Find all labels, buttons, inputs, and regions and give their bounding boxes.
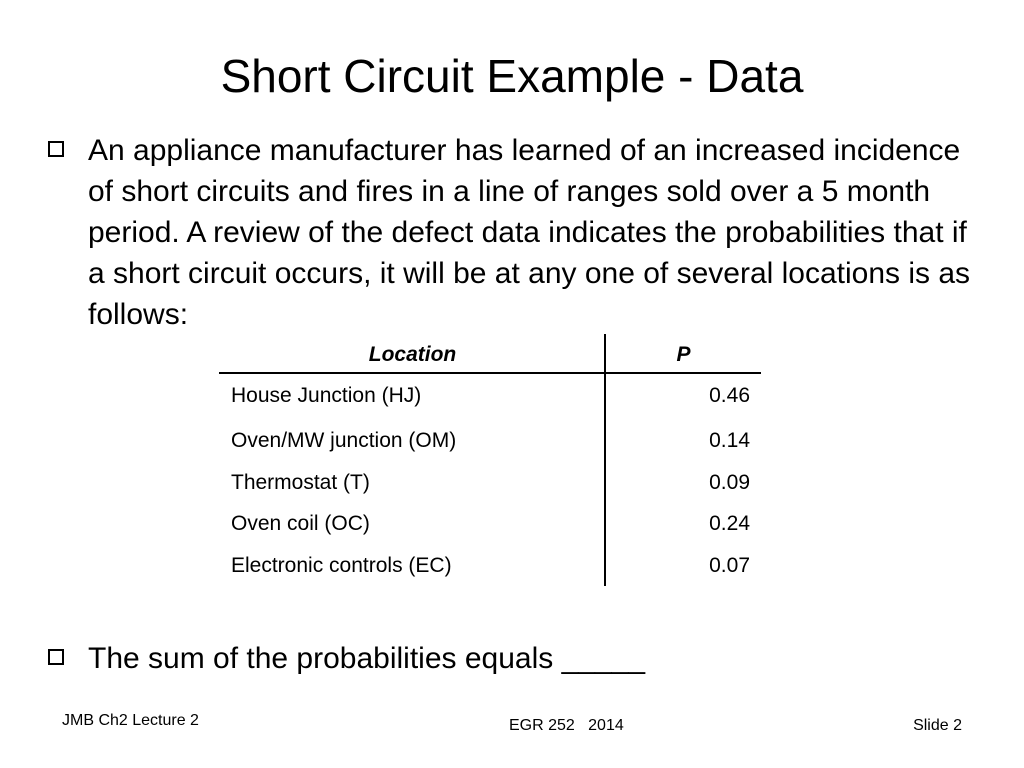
table-row [219,381,761,411]
slide-title: Short Circuit Example - Data [220,50,804,102]
table-row [219,551,761,581]
table-row [219,426,761,456]
probability-cell: 0.07 [709,554,750,577]
probability-cell: 0.46 [709,384,750,407]
header-underline [219,372,761,374]
probability-cell: 0.24 [709,512,750,535]
probability-table [219,334,761,586]
bullet-text: The sum of the probabilities equals _____ [88,642,646,675]
location-cell: Thermostat (T) [231,471,370,494]
bullet-item-sum [48,638,978,679]
table-row [219,468,761,498]
bullet-item-description [48,130,978,335]
header-location: Location [368,343,457,366]
probability-cell: 0.14 [709,429,750,452]
header-probability: P [676,343,691,366]
checkbox-bullet-icon [48,649,64,665]
footer-course-year: EGR 252 2014 [509,717,624,734]
footer-course-lecture: JMB Ch2 Lecture 2 [62,712,199,729]
table-row [219,509,761,539]
checkbox-bullet-icon [48,141,64,157]
bullet-text: An appliance manufacturer has learned of an increased incidence of short circuits and fires in a line of ranges sold over a 5 month period. A review of the defect data indicates the probabilities that if a short circuit occurs, it will be at any one of several locations is as follows: [88,134,971,331]
location-cell: Electronic controls (EC) [231,554,452,577]
location-cell: Oven/MW junction (OM) [231,429,457,452]
footer-slide-number: Slide 2 [913,717,962,734]
probability-cell: 0.09 [709,471,750,494]
location-cell: House Junction (HJ) [231,384,422,407]
location-cell: Oven coil (OC) [231,512,370,535]
